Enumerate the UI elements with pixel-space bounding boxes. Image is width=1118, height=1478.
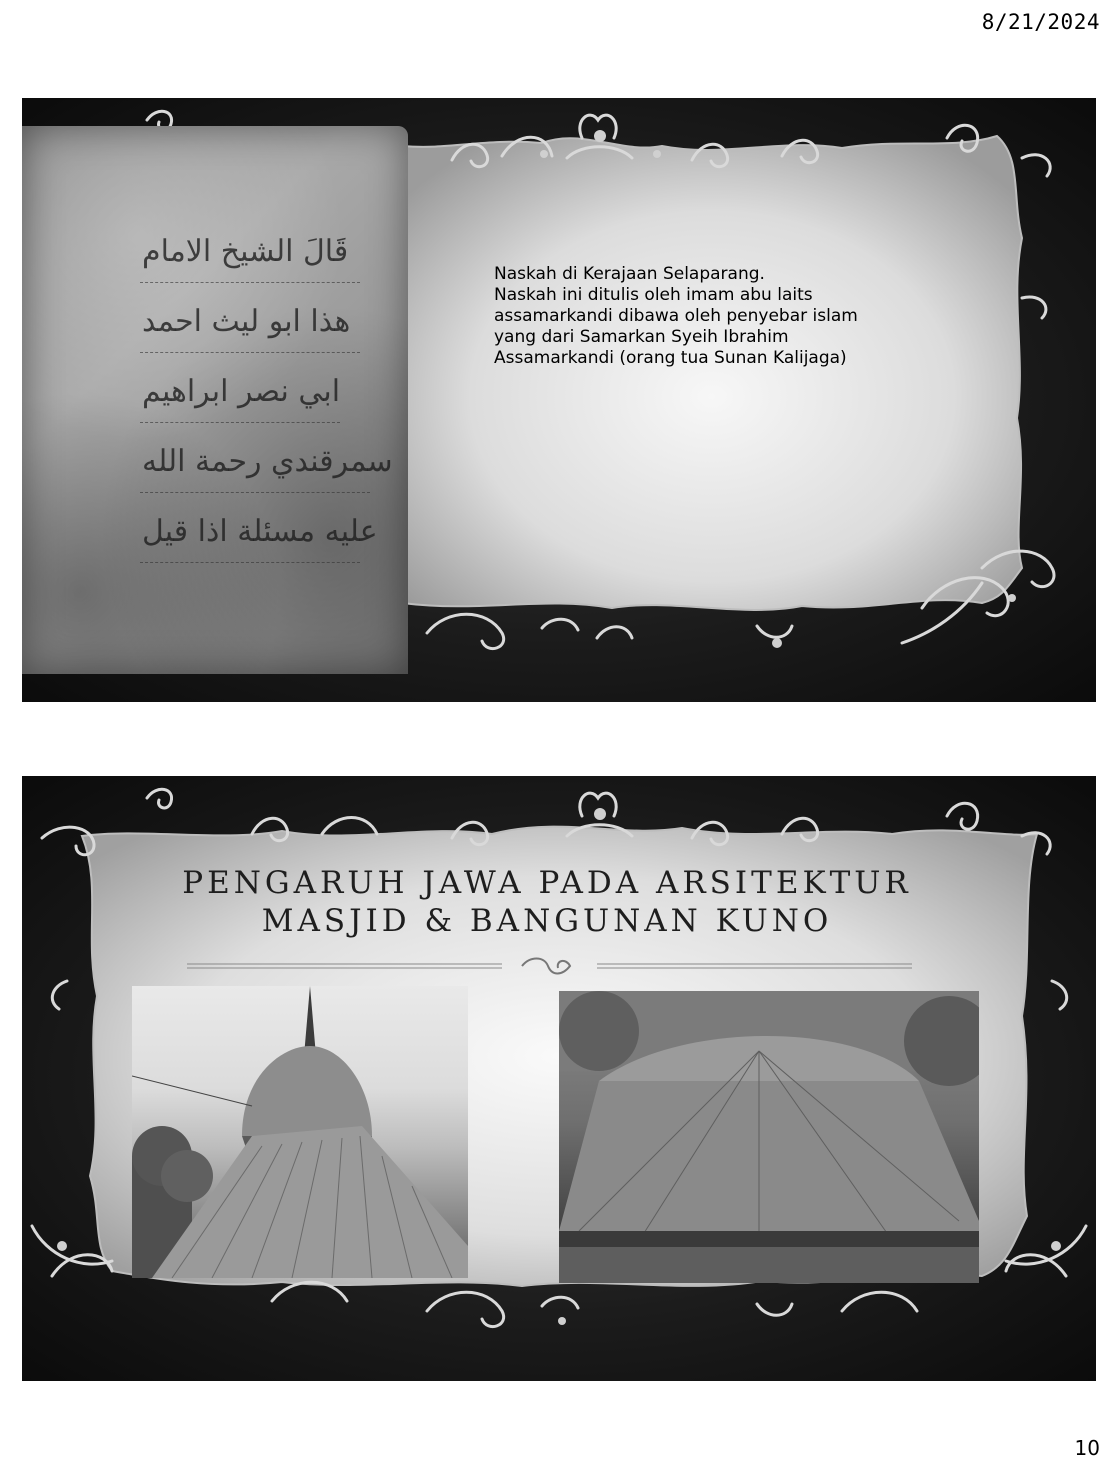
slide-arsitektur [22,776,1096,1381]
page-number: 10 [1074,1436,1100,1460]
manuscript-sub-line [140,282,360,283]
arabic-script-line: قَالَ الشيخ الامام [142,234,349,269]
manuscript-sub-line [140,562,360,563]
caption-line: assamarkandi dibawa oleh penyebar islam [494,306,858,326]
title-line: MASJID & BANGUNAN KUNO [261,903,833,939]
slide-caption [494,264,914,369]
arabic-script-line: ابي نصر ابراهيم [142,374,341,409]
caption-line: Naskah di Kerajaan Selaparang. [494,264,765,284]
thatched-building-photo [559,991,979,1283]
page-date: 8/21/2024 [981,10,1100,34]
arabic-script-line: هذا ابو ليث احمد [142,304,351,339]
manuscript-sub-line [140,422,340,423]
manuscript-sub-line [140,492,370,493]
caption-line: yang dari Samarkan Syeih Ibrahim [494,327,789,347]
arabic-script-line: سمرقندي رحمة الله [142,444,393,479]
thatched-roof-illustration [132,986,468,1278]
arabic-script-line: عليه مسئلة اذا قيل [142,514,378,549]
slide-title [142,864,952,940]
conical-roof-illustration [559,991,979,1283]
slide-naskah [22,98,1096,702]
manuscript-sub-line [140,352,360,353]
manuscript-photo [22,126,408,674]
caption-line: Naskah ini ditulis oleh imam abu laits [494,285,813,305]
caption-line: Assamarkandi (orang tua Sunan Kalijaga) [494,348,847,368]
mosque-roof-photo [132,986,468,1278]
title-line: PENGARUH JAWA PADA ARSITEKTUR [182,865,912,901]
